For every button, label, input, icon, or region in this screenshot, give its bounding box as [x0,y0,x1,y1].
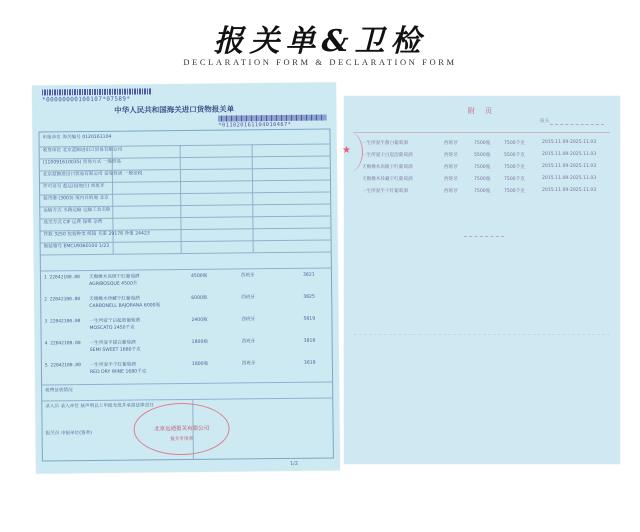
table-row: 3 22042100.00 一生所爱干白起泡葡萄酒 MOSCATO 2450千克 2400瓶 西班牙 5819 [44,316,316,332]
header-line: 集装箱号 EMCU9360100 1/23 [43,243,110,250]
attachment-label: 报关 [540,119,550,124]
declaration-form-sheet [32,82,340,473]
declaration-heading: 中华人民共和国海关进口货物报关单 [114,104,235,115]
list-item: 天赐橡木高级干红葡萄酒 西班牙 7500瓶 7500千克 2015.11.09-2025.11.03 [362,164,597,170]
header-line: 北京蓝鲸进出口贸易有限公司 征免性质 一般征税 [42,171,143,178]
list-item: 一生所爱干白起泡葡萄酒 西班牙 5500瓶 5500千克 2015.11.09-2025.11.03 [362,152,597,158]
barcode-number: *00000000100107*07589* [42,95,131,104]
header-line: 成交方式 CIF 运费 保费 杂费 [43,219,103,226]
header-line: (110091610035) 贸易方式 一般贸易 [42,159,122,166]
seal-text: 北京远通报关有限公司 [154,425,210,433]
header-line: 运输方式 水路运输 运输工具名称 [43,207,111,214]
page-number: 1/2 [289,460,299,467]
attachment-sheet [344,96,620,464]
attachment-title: 附 页 [467,107,497,115]
table-row: 2 22042100.00 天赐橡木珍藏干红葡萄酒 CARBONELL BAJORANA 6000瓶 6000瓶 西班牙 3825 [44,294,315,310]
barcode-graphic-right [218,115,326,122]
page-title: 报关单&卫检 [213,24,427,59]
list-item: 天赐橡木珍藏干红葡萄酒 西班牙 7500瓶 7500千克 2015.11.09-2025.11.03 [362,176,597,182]
seal-subtext: 报关专用章 [170,436,194,443]
footer-line: 录入员 录入单位 兹声明以上申报无讹并承担法律责任 [45,403,154,410]
table-row: 5 22042100.00 一生所爱半干红葡萄酒 RED DRY WINE 1680千克 1800瓶 西班牙 3819 [44,360,316,376]
header-line: 许可证号 起运国(地区) 西班牙 [43,183,105,190]
list-item: 一生所爱半甜白葡萄酒 西班牙 7500瓶 7500千克 2015.11.09-2025.11.03 [362,140,597,146]
footer-line: 报关员 申报单位(签章) [45,430,93,437]
header-line: 件数 3250 包装种类 纸箱 毛重 29178 净重 24423 [43,231,150,238]
barcode-number-right: *011020161104010467* [218,121,292,129]
header-line: 申报单位 海关编号 0120161104 [42,134,112,141]
table-row: 4 22042100.00 一生所爱半甜白葡萄酒 SEMI SWEET 1680千克 1800瓶 西班牙 3816 [44,338,316,354]
footer-line: 税费征收情况 [45,388,73,394]
header-line: 装货港 (3003) 境内目的地 北京 [43,195,109,202]
star-icon: ★ [342,145,351,156]
header-line: 收货单位 北京蓝鲸进出口贸易有限公司 [42,147,123,154]
barcode-graphic [42,88,152,95]
page-subtitle: DECLARATION FORM & DECLARATION FORM [183,57,457,67]
list-item: 一生所爱半干红葡萄酒 西班牙 7500瓶 7500千克 2015.11.09-2025.11.03 [362,188,597,194]
table-row: 1 22042100.00 天赐橡木高级干红葡萄酒 AGRIBOSQUE 4500升 4500瓶 西班牙 3821 [43,272,315,288]
